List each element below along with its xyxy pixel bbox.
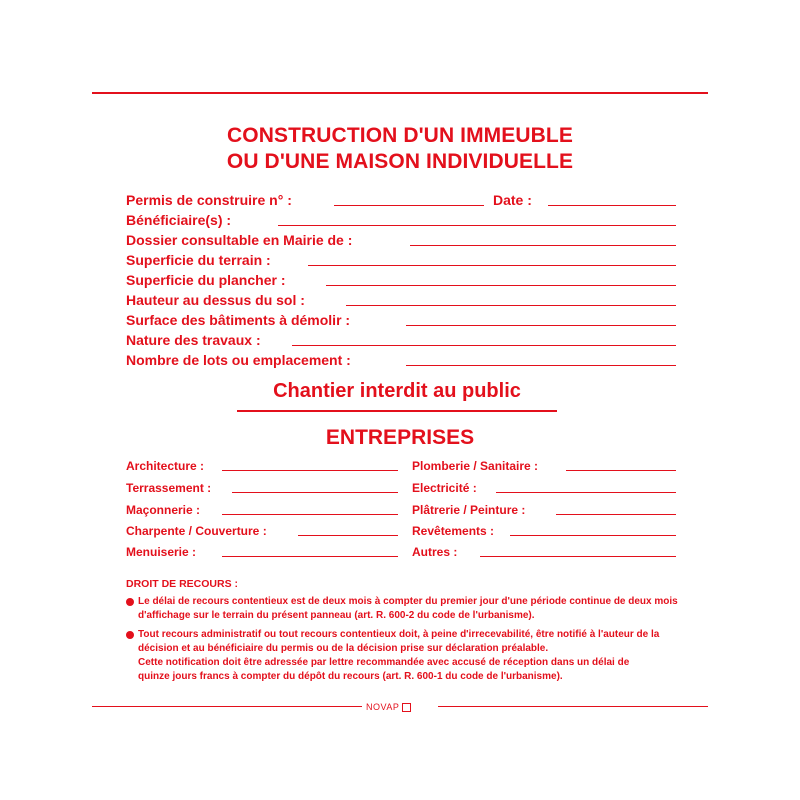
bottom-rule-right (438, 706, 708, 707)
entreprises-heading: ENTREPRISES (325, 426, 475, 449)
permis-line (334, 205, 484, 206)
entreprise-autres-line (480, 556, 676, 557)
entreprise-revetements-label: Revêtements : (412, 524, 495, 538)
superficie-plancher-line (326, 285, 676, 286)
entreprise-charpente-label: Charpente / Couverture : (126, 524, 267, 538)
droit-recours-title: DROIT DE RECOURS : (126, 578, 239, 590)
entreprise-electricite-label: Electricité : (412, 481, 477, 495)
dossier-line (410, 245, 676, 246)
top-rule (92, 92, 708, 94)
sign-title-line2: OU D'UNE MAISON INDIVIDUELLE (226, 150, 574, 173)
entreprise-architecture-line (222, 470, 398, 471)
bottom-rule-left (92, 706, 362, 707)
date-line (548, 205, 676, 206)
entreprise-maconnerie-label: Maçonnerie : (126, 503, 201, 517)
entreprise-maconnerie-line (222, 514, 398, 515)
superficie-terrain-label: Superficie du terrain : (126, 252, 271, 268)
entreprise-menuiserie-label: Menuiserie : (126, 545, 197, 559)
surface-demolir-label: Surface des bâtiments à démolir : (126, 312, 351, 328)
entreprise-autres-label: Autres : (412, 545, 458, 559)
brand-mark (366, 702, 411, 712)
droit-bullet2-line1: Tout recours administratif ou tout recours contentieux doit, à peine d'irrecevabilité, être notifié à l'auteur de la (138, 629, 660, 640)
droit-bullet2-line3: Cette notification doit être adressée par lettre recommandée avec accusé de réception dans un délai de (138, 657, 630, 668)
entreprise-menuiserie-line (222, 556, 398, 557)
bullet-dot-icon (126, 598, 134, 606)
entreprise-architecture-label: Architecture : (126, 459, 205, 473)
droit-bullet1-line1: Le délai de recours contentieux est de deux mois à compter du premier jour d'une période continue de deux mois (138, 596, 678, 607)
hauteur-label: Hauteur au dessus du sol : (126, 292, 305, 308)
beneficiaire-label: Bénéficiaire(s) : (126, 212, 232, 228)
superficie-plancher-label: Superficie du plancher : (126, 272, 286, 288)
chantier-heading: Chantier interdit au public (273, 380, 521, 402)
entreprise-platrerie-label: Plâtrerie / Peinture : (412, 503, 526, 517)
entreprise-platrerie-line (556, 514, 676, 515)
entreprise-plomberie-line (566, 470, 676, 471)
entreprise-plomberie-label: Plomberie / Sanitaire : (412, 459, 539, 473)
entreprise-charpente-line (298, 535, 398, 536)
date-label: Date : (493, 192, 532, 208)
surface-demolir-line (406, 325, 676, 326)
nature-line (292, 345, 676, 346)
hauteur-line (346, 305, 676, 306)
superficie-terrain-line (308, 265, 676, 266)
nature-label: Nature des travaux : (126, 332, 261, 348)
permis-label: Permis de construire n° : (126, 192, 292, 208)
droit-bullet1-line2: d'affichage sur le terrain du présent panneau (art. R. 600-2 du code de l'urbanisme). (138, 610, 535, 621)
brand-name: NOVAP (366, 702, 400, 712)
entreprise-terrassement-label: Terrassement : (126, 481, 212, 495)
droit-bullet2-line2: décision et au bénéficiaire du permis ou de la décision prise sur déclaration préalable. (138, 643, 549, 654)
entreprise-electricite-line (496, 492, 676, 493)
chantier-underline (237, 410, 557, 412)
nombre-lots-label: Nombre de lots ou emplacement : (126, 352, 351, 368)
sign-title-line1: CONSTRUCTION D'UN IMMEUBLE (227, 124, 573, 147)
dossier-label: Dossier consultable en Mairie de : (126, 232, 353, 248)
droit-bullet2-line4: quinze jours francs à compter du dépôt du recours (art. R. 600-1 du code de l'urbanisme). (138, 671, 563, 682)
brand-box-icon (402, 703, 411, 712)
nombre-lots-line (406, 365, 676, 366)
bullet-dot-icon (126, 631, 134, 639)
entreprise-terrassement-line (232, 492, 398, 493)
entreprise-revetements-line (510, 535, 676, 536)
beneficiaire-line (278, 225, 676, 226)
